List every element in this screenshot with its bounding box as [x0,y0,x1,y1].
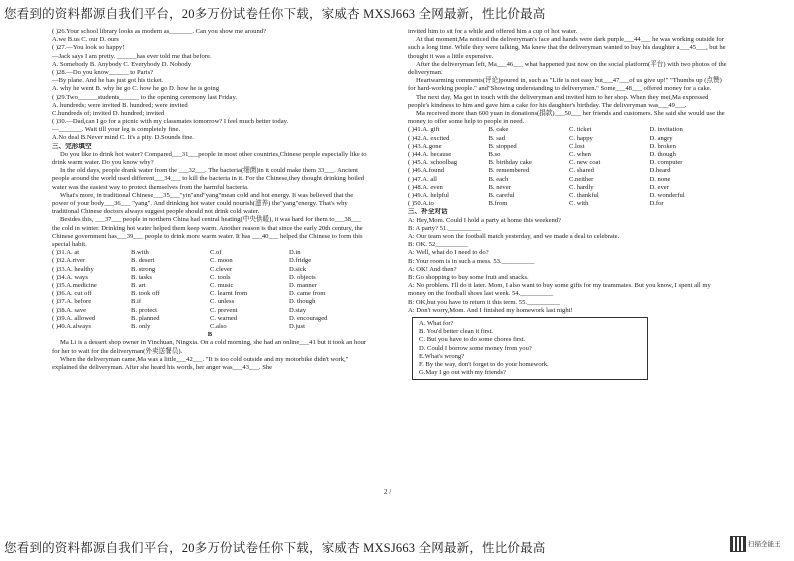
dialogue-line: A: Well, what do I need to do? [408,249,489,257]
option-cell: D. though [289,298,316,306]
option-cell: D. objects [289,273,316,281]
box-option: A. What for? [419,319,454,327]
option-cell: D. ever [649,183,669,191]
option-cell: B. birthday cake [488,159,532,167]
option-row [52,323,368,331]
option-cell: C.lost [569,142,585,150]
passage-paragraph: Ma received more than 600 yuan in donations(捐款)___50___ her friends and customers. She said she would use the money to offer some help to people in need. [408,110,725,126]
option-cell: ( )37.A. before [52,298,92,306]
option-cell: D.just [289,322,305,330]
option-cell: C. learnt from [210,290,248,298]
option-cell: B. each [488,175,509,183]
option-cell: B. took off [131,290,160,298]
passage-paragraph: When the deliveryman came,Ma was a little___42___. "It is too cold outside and my motorbike didn't work," explained the deliveryman. After she heard his words, her anger was___43___. She [52,355,349,371]
option-cell: C. thankful [569,191,599,199]
option-cell: C. new coat [569,159,601,167]
qr-code-icon [730,536,746,552]
option-cell: ( )42.A. excited [408,134,450,142]
option-cell: C.neither [569,175,594,183]
option-cell: B. only [131,322,151,330]
bottom-banner: 您看到的资料都源自我们平台，20多万份试卷任你下载，家威杏 MXSJ663 全网最新，性比价最高 [4,541,546,555]
passage-paragraph: Ma Li is a dessert shop owner in Yinchuan, Ningxia. On a cold morning, she had an online___41 but it took an hour for her to wait for the deliveryman(外卖送餐员). [52,339,367,355]
right-column [408,28,730,380]
dialogue-line: A: OK! And then? [408,265,457,273]
option-cell: D. angry [649,134,673,142]
option-row [52,274,368,282]
cloze-passage-b-cont [408,28,730,126]
left-column [52,28,368,372]
question-line: —Jack says I am pretty. ______has ever told me that before. [52,52,212,60]
option-cell: B. remembered [488,167,530,175]
box-option: C. But you have to do some chores first. [419,336,526,344]
option-row [408,159,730,167]
question-line: ( )30.—Dad,can I go for a picnic with my classmates tomorrow? I feel much better today. [52,118,289,126]
option-cell: ( )34.A. ways [52,273,88,281]
option-cell: ( )41.A. gift [408,126,440,134]
question-line: A.No deal B.Never mind C. It's a pity. D.Sounds fine. [52,134,194,142]
option-cell: C. shared [569,167,594,175]
cloze-passage-b [52,339,368,372]
dialogue-line: A: Don't worry,Mom. And I finished my homework last night! [408,306,573,314]
passage-paragraph: In the old days, people drank water from the ___32___. The bacteria(细菌)in it could make them 33___. Ancient people around the world used different___34___ to kill the bacteria in it. For the Chinese,they thought drinking boiled water was the easiest way to protect themselves from the harmful bacteria. [52,167,365,191]
passage-paragraph: Besides this, ___37___ people in northern China had central heating(中央供暖), it was hard for them to___38___ the cold in winter. Drinking hot water helped them keep warm. Another reason is that since the early 20th century, the Chinese government has___39___ people to drink more warm water. It has ___40___ helped the Chinese to form this special habit. [52,216,363,249]
option-cell: C. moon [210,257,233,265]
option-cell: D. though [649,151,676,158]
option-cell: B.with [131,249,149,257]
section-cloze-heading: 三、完形填空 [52,142,92,150]
option-cell: ( )45.A. schoolbag [408,159,458,167]
option-cell: D.for [649,200,664,208]
option-cell: C. prevent [210,306,238,314]
option-row [52,290,368,298]
option-cell: ( )46.A.found [408,167,445,175]
option-cell: ( )47.A. all [408,175,437,183]
option-row [408,184,730,192]
option-cell: ( )50.A.to [408,200,434,208]
question-line: —_______. Wait till your leg is completely fine. [52,126,181,134]
option-cell: ( )39.A. allowed [52,314,96,322]
cloze-passage-a [52,151,368,249]
option-cell: D. broken [649,142,676,150]
option-cell: D.sick [289,265,307,273]
question-line: ( )26.Your school library looks as modern as_______. Can you show me around? [52,28,266,35]
dialogue-line: B: OK. 52__________ [408,241,469,249]
option-row [52,282,368,290]
option-row [52,315,368,323]
option-row [408,151,730,159]
box-option: D. Could I borrow some money from you? [419,344,532,352]
option-cell: ( )38.A. save [52,306,87,314]
option-cell: B. tasks [131,273,152,281]
option-cell: B. desert [131,257,155,265]
question-line: A.we B.us C. our D. ours [52,36,119,44]
option-cell: ( )35.A.medicine [52,282,97,289]
question-line: A. hundreds; were invited B. hundred; were invited [52,101,188,109]
box-option: E.What's wrong? [419,352,465,360]
option-row [52,257,368,265]
option-cell: D. invitation [649,126,683,134]
dialogue-options-box [412,317,648,380]
option-row [408,200,730,208]
section-dialogue-heading: 三、补全对话 [408,208,448,216]
option-cell: D. encouraged [289,314,328,322]
mcq-block [52,28,368,143]
top-banner: 您看到的资料都源自我们平台，20多万份试卷任你下载，家威杏 MXSJ663 全网最新，性比价最高 [4,7,546,21]
option-row [52,249,368,257]
option-cell: C. unless [210,298,235,306]
option-cell: ( )43.A.gone [408,142,442,150]
option-row [52,298,368,306]
option-cell: C. when [569,151,591,158]
question-line: A. why he went B. why he go C. how he go D. how he is going [52,85,220,93]
option-row [52,266,368,274]
question-line: ( )29.Two______students______ to the opening ceremony last Friday. [52,93,237,101]
option-cell: C. tools [210,273,231,281]
option-cell: D.in [289,249,301,257]
option-cell: D. computer [649,159,683,167]
option-cell: B. strong [131,265,156,273]
option-row [52,307,368,315]
option-cell: C. ticket [569,126,592,134]
option-row [408,167,730,175]
passage-paragraph: At that moment,Ma noticed the deliveryman's face and hands were dark purple___44___ he was working outside for such a long time. While they were talking, Ma knew that the deliveryman wanted to buy his daughter a___45___, but he thought it was a little expensive. [408,36,726,60]
option-cell: C.clever [210,265,233,273]
question-line: —By plane. And he has just got his ticket. [52,77,164,85]
option-cell: D.fridge [289,257,312,265]
dialogue-line: A: Our team won the football match yesterday, and we made a deal to celebrate. [408,232,620,240]
passage-paragraph: invited him to sit for a while and offered him a cup of hot water. [408,28,578,35]
option-cell: C. happy [569,134,593,142]
option-row [408,192,730,200]
cloze-options-b [408,126,730,208]
box-option: B. You'd better clean it first. [419,328,494,336]
cloze-options-a [52,249,368,331]
option-cell: ( )36.A. cut off [52,290,92,298]
option-row [408,143,730,151]
dialogue-line: B: A party? 51.__________ [408,224,481,232]
option-cell: B. protect [131,306,158,314]
option-cell: B.so [488,151,501,158]
option-cell: B. planned [131,314,160,322]
option-cell: B. cake [488,126,509,134]
passage-paragraph: The next day, Ma got in touch with the deliveryman and invited him to her shop. When they met,Ma expressed people's kindness to him and gave him a cake for his daughter's birthday. The deliveryman was___49___. [408,93,709,109]
option-cell: ( )32.A.river [52,257,86,265]
dialogue-line: A: No problem. I'll do it later. Mom, I also want to buy some gifts for my teammates. But you know, I spent all my money on the football shoes last week. 54.__________ [408,282,711,298]
option-cell: D. manner [289,282,317,289]
question-line: ( )28.—Do you know______ to Paris? [52,68,154,76]
dialogue-line: B: Go shopping to buy some fruit and snacks. [408,273,529,281]
option-cell: B. sad [488,134,505,142]
option-cell: C.of [210,249,222,257]
option-cell: B.from [488,200,508,208]
option-cell: C. music [210,282,234,289]
option-cell: C. with [569,200,589,208]
option-row [408,135,730,143]
option-row [408,176,730,184]
box-option: G.May I go out with my friends? [419,369,506,377]
question-line: ( )27.—You look so happy! [52,44,125,52]
box-option: F. By the way, don't forget to do your homework. [419,360,549,368]
dialogue-line: A: Hey,Mom. Could I hold a party at home this weekend? [408,216,562,224]
section-b-heading: B [207,331,213,339]
question-line: C.hundreds of; invited D. hundred; invited [52,109,165,117]
option-cell: C. warned [210,314,238,322]
question-line: A. Somebody B. Anybody C. Everybody D. Nobody [52,60,192,68]
option-row [408,126,730,134]
option-cell: D. came from [289,290,326,298]
passage-paragraph: What's more, in traditional Chinese___35___"yin"and"yang"mean cold and hot energy. It was believed that the power of your body___36___ "yang". And drinking hot water could nourish(滋养) the"yang"energy. That's why traditional Chinese doctors always suggest people should not drink cold water. [52,191,354,216]
option-cell: ( )33.A. healthy [52,265,94,273]
option-cell: D. none [649,175,671,183]
option-cell: ( )49.A. helpful [408,191,450,199]
option-cell: D.heard [649,167,671,175]
option-cell: ( )48.A. even [408,183,443,191]
passage-paragraph: Do you like to drink hot water? Compared___31___people in most other countries,Chinese people especially like to drink warm water. Do you know why? [52,150,367,167]
page-number: 2 / [384,488,392,496]
passage-paragraph: After the deliveryman left, Ma___46___ what happened just now on the social platform(平台) with two photos of the deliveryman. [408,60,727,77]
option-cell: ( )40.A.always [52,322,92,330]
option-cell: C. hardly [569,183,594,191]
option-cell: ( )31.A. at [52,249,80,257]
option-cell: B. never [488,183,511,191]
option-cell: B. careful [488,191,515,199]
dialogue-line: B: Your room is in such a mess. 53.__________ [408,257,535,265]
scan-label: 扫描全能王 [748,540,781,548]
dialogue-block [408,217,730,315]
option-cell: D.stay [289,306,307,314]
option-cell: ( )44.A. because [408,151,452,158]
dialogue-line: B: OK,but you have to return it this term. 55.__________ [408,298,561,306]
option-cell: B. stopped [488,142,517,150]
option-cell: B.if [131,298,142,306]
option-cell: B. art [131,282,146,289]
passage-paragraph: Heartwarming comments(评论)poured in, such as "Life is not easy but___47___of us give up!" "Thumbs up (点赞) for hard-working people." and"Showing understanding to deliverymen." Some___48___ offered money for a cake. [408,77,722,93]
option-cell: C.also [210,322,227,330]
option-cell: D. wonderful [649,191,685,199]
